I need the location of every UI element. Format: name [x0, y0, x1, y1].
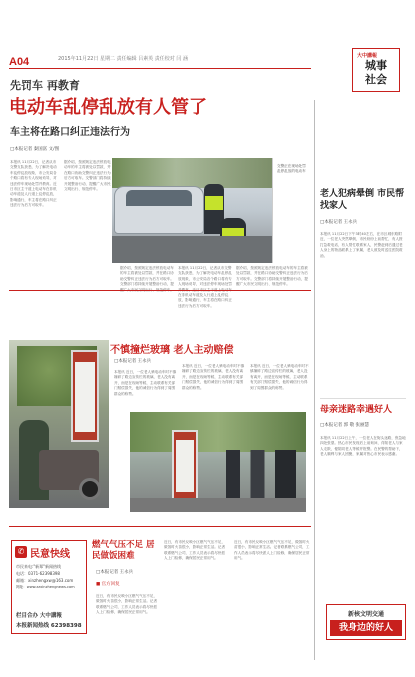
photo-car-windshield [126, 190, 192, 206]
hotline-line-0: 市民来电:"新郑"新闻热线 [16, 564, 62, 569]
side-story1-body: 本报讯 11月22日下午3时40左右，在市区城东路附近，一位老人突然晕倒，市民纷纷上前帮忙，有人拨打急救电话，有人帮忙联系家人，民警赶到后通过老人身上的物品联系上了家属，老人被及时送往医院救治。 [320, 232, 403, 258]
photo-wheel [79, 478, 101, 500]
hotline-title: 民意快线 [30, 549, 70, 560]
photo-caption-box [272, 158, 310, 263]
main-byline: □本报记者 秦国富 文/图 [10, 147, 60, 152]
side-story2-byline: □本报记者 郭 敬 张丽慧 [320, 423, 370, 428]
main-body-mid: 据介绍，按照规定违法停放电动车的车主将被处以罚款，并在路口协助交警纠正违法行为后方可取车。交警部门将持续开展整治行动，提醒广大市民文明出行、规范停车。 [64, 160, 111, 192]
gas-reply-label: ■ 官方回复 [96, 582, 120, 587]
photo-officer-1-vest [205, 196, 223, 210]
lower-photo-right [130, 412, 306, 512]
section-line1: 城事 [365, 59, 387, 72]
side-badge [326, 604, 406, 640]
side-story2-body: 本报讯 11月22日上午，一位老人在街头迷路，焦急地四处张望。热心市民发现后上前询问，得知老人与家人走散，便陪同老人等候并报警。在民警的帮助下，老人顺利与家人团聚，家属对热心市民表示感谢。 [320, 436, 406, 457]
photo-caption: 交警正在现场处罚乱停乱放的电动车 [277, 164, 306, 174]
lower-bottom-rule [9, 526, 311, 527]
section-box [352, 48, 400, 92]
main-headline: 电动车乱停乱放有人管了 [9, 97, 207, 118]
side-story1-title-text: 老人犯病晕倒 市民帮找家人 [320, 189, 405, 211]
photo-ground [130, 498, 306, 512]
side-badge-band [330, 620, 402, 636]
side-badge-line1: 新核文明交通 [347, 611, 384, 618]
right-column-divider [314, 100, 315, 660]
side-story1-byline: □本报记者 王永兵 [320, 220, 358, 225]
lower-body-c: 本报讯 近日，一位老人骑电动车时不慎撞碎了路边宣传栏的玻璃，老人没有离开，而是在现场等候，主动联系有关部门赔偿损失，他的诚信行为得到了周围群众的称赞。 [250, 364, 309, 390]
main-kicker: 先罚车 再教育 [10, 79, 80, 92]
gas-body-a: 近日，有市民反映小区燃气气压不足，做饭时火苗很小，影响正常生活。记者联系燃气公司，工作人员表示将尽快派人上门检修，确保居民正常用气。 [96, 594, 158, 615]
phone-icon: ✆ [15, 546, 27, 558]
lower-headline: 不慎撞烂玻璃 老人主动赔偿 [110, 345, 234, 356]
main-body-cont-c: 据介绍，按照规定违法停放电动车的车主将被处以罚款，并在路口协助交警纠正违法行为后方可取车。交警部门将持续开展整治行动，提醒广大市民文明出行、规范停车。 [236, 266, 308, 287]
page-code: A04 [9, 56, 30, 68]
photo-trees-2 [130, 412, 306, 452]
hotline-line-3: 网址：www.zzxinzhengnews.com [16, 585, 75, 589]
hotline-lines [16, 563, 86, 591]
gas-headline [92, 540, 162, 562]
hotline-footer2: 本报新闻热线 62398398 [16, 623, 82, 629]
main-body-lead: 本报讯 11月22日，记者从市交警支队获悉，为了解决电动车乱停乱放现象，市公安局各个路口将有专人现场劝导，对违法停车现场处罚并教育。近日市区主干道上电动车在非机动车道及人行道上乱停乱放，影响通行，车主将在路口纠正违法行为后方可取车。 [10, 160, 57, 208]
gas-headline-text: 燃气气压不足 居民做饭困难 [92, 540, 155, 561]
main-body-cont-b: 本报讯 11月22日，记者从市交警支队获悉，为了解决电动车乱停乱放现象，市公安局各个路口将有专人现场劝导，对违法停车现场处罚 在非机动车道及人行道上乱停乱放，影响通行，车主将在路口纠正违法行为后方可取车。 [178, 266, 232, 308]
section-line2: 社会 [365, 73, 387, 86]
hotline-footer1: 栏目合办 大中講報 [16, 613, 62, 619]
main-bottom-rule [9, 290, 311, 291]
main-body-cont-a: 据介绍，按照规定违法停放电动车的车主将被处以罚款，并在路口协助交警纠正违法行为后方可取车。交警部门将持续开展整治行动，提 [120, 266, 174, 287]
photo-board-panel [176, 440, 194, 492]
lower-photo-left [9, 340, 109, 508]
photo-trees [112, 158, 272, 188]
lower-body-b: 本报讯 近日，一位老人骑电动车时不慎撞碎了路边宣传栏的玻璃，老人没有离开，而是在现场等候，主动联系有关部门赔偿损失，他的诚信行为得到了周围群众的称赞。 [182, 364, 245, 390]
main-subheadline: 车主将在路口纠正违法行为 [10, 127, 130, 138]
page-meta: 2015年11月22日 星期二 责任编辑 吕素英 责任校对 闫 涵 [58, 56, 188, 62]
hotline-box [11, 540, 87, 634]
gas-body-b: 近日，有市民反映小区燃气气压不足，做饭时火苗很小，影响正常生活。记者联系燃气公司，工作人员表示将尽快派人上门检修，确保居民正常用气。 [164, 540, 226, 561]
gas-byline: □本报记者 王永兵 [96, 570, 134, 575]
main-photo [112, 158, 272, 263]
photo-sign-panel [75, 362, 95, 432]
side-badge-line2: 我身边的好人 [338, 623, 393, 633]
side-story2-title: 母亲迷路幸遇好人 [320, 405, 393, 415]
section-title [353, 59, 399, 87]
hotline-line-1: 电话：0371-62398398 [16, 571, 60, 576]
lower-body-a: 本报讯 近日，一位老人骑电动车时不慎撞碎了路边宣传栏的玻璃，老人没有离开，而是在现场等候，主动联系有关部门赔偿损失，他的诚信行为得到了周围群众的称赞。 [114, 370, 177, 396]
header-rule [9, 68, 311, 69]
brand-label: 大中講報 [357, 53, 378, 59]
side-story1-title [320, 188, 405, 212]
side-divider [320, 398, 406, 399]
gas-body-c: 近日，有市民反映小区燃气气压不足，做饭时火苗很小，影响正常生活。记者联系燃气公司，工作人员表示将尽快派人上门检修，确保居民正常用气。 [234, 540, 310, 561]
hotline-line-2: 邮箱：xinzhengxw@163.com [16, 578, 74, 583]
lower-byline: □本报记者 王永兵 [114, 359, 152, 364]
photo-road [112, 236, 272, 263]
hotline-title-row [15, 545, 85, 559]
